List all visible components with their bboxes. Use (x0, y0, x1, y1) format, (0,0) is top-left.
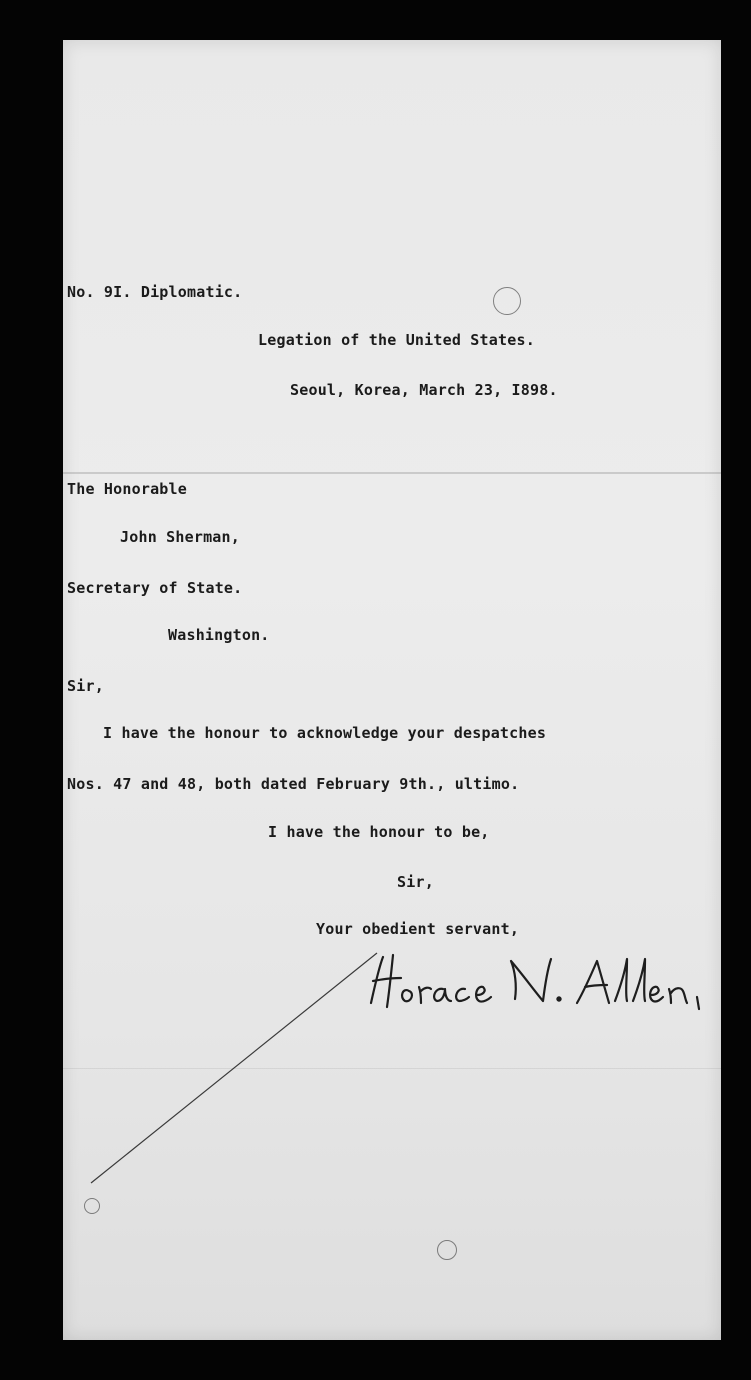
closing-line-2: Sir, (397, 873, 434, 891)
dispatch-number: No. 9I. Diplomatic. (67, 283, 243, 301)
legation-heading: Legation of the United States. (258, 331, 535, 349)
addressee-name: John Sherman, (120, 528, 240, 546)
closing-line-1: I have the honour to be, (268, 823, 490, 841)
handwritten-signature (365, 945, 705, 1025)
paper-spot-3 (437, 1240, 457, 1260)
closing-line-3: Your obedient servant, (316, 920, 520, 938)
place-and-date: Seoul, Korea, March 23, I898. (290, 381, 558, 399)
addressee-city: Washington. (168, 626, 270, 644)
fold-crease (63, 472, 721, 474)
addressee-office: Secretary of State. (67, 579, 243, 597)
body-line-1: I have the honour to acknowledge your despatches (103, 724, 547, 742)
paper-spot (493, 287, 521, 315)
paper-spot-2 (84, 1198, 100, 1214)
pencil-stroke (85, 945, 385, 1195)
salutation: Sir, (67, 677, 104, 695)
addressee-title: The Honorable (67, 480, 187, 498)
body-line-2: Nos. 47 and 48, both dated February 9th., ultimo. (67, 775, 520, 793)
